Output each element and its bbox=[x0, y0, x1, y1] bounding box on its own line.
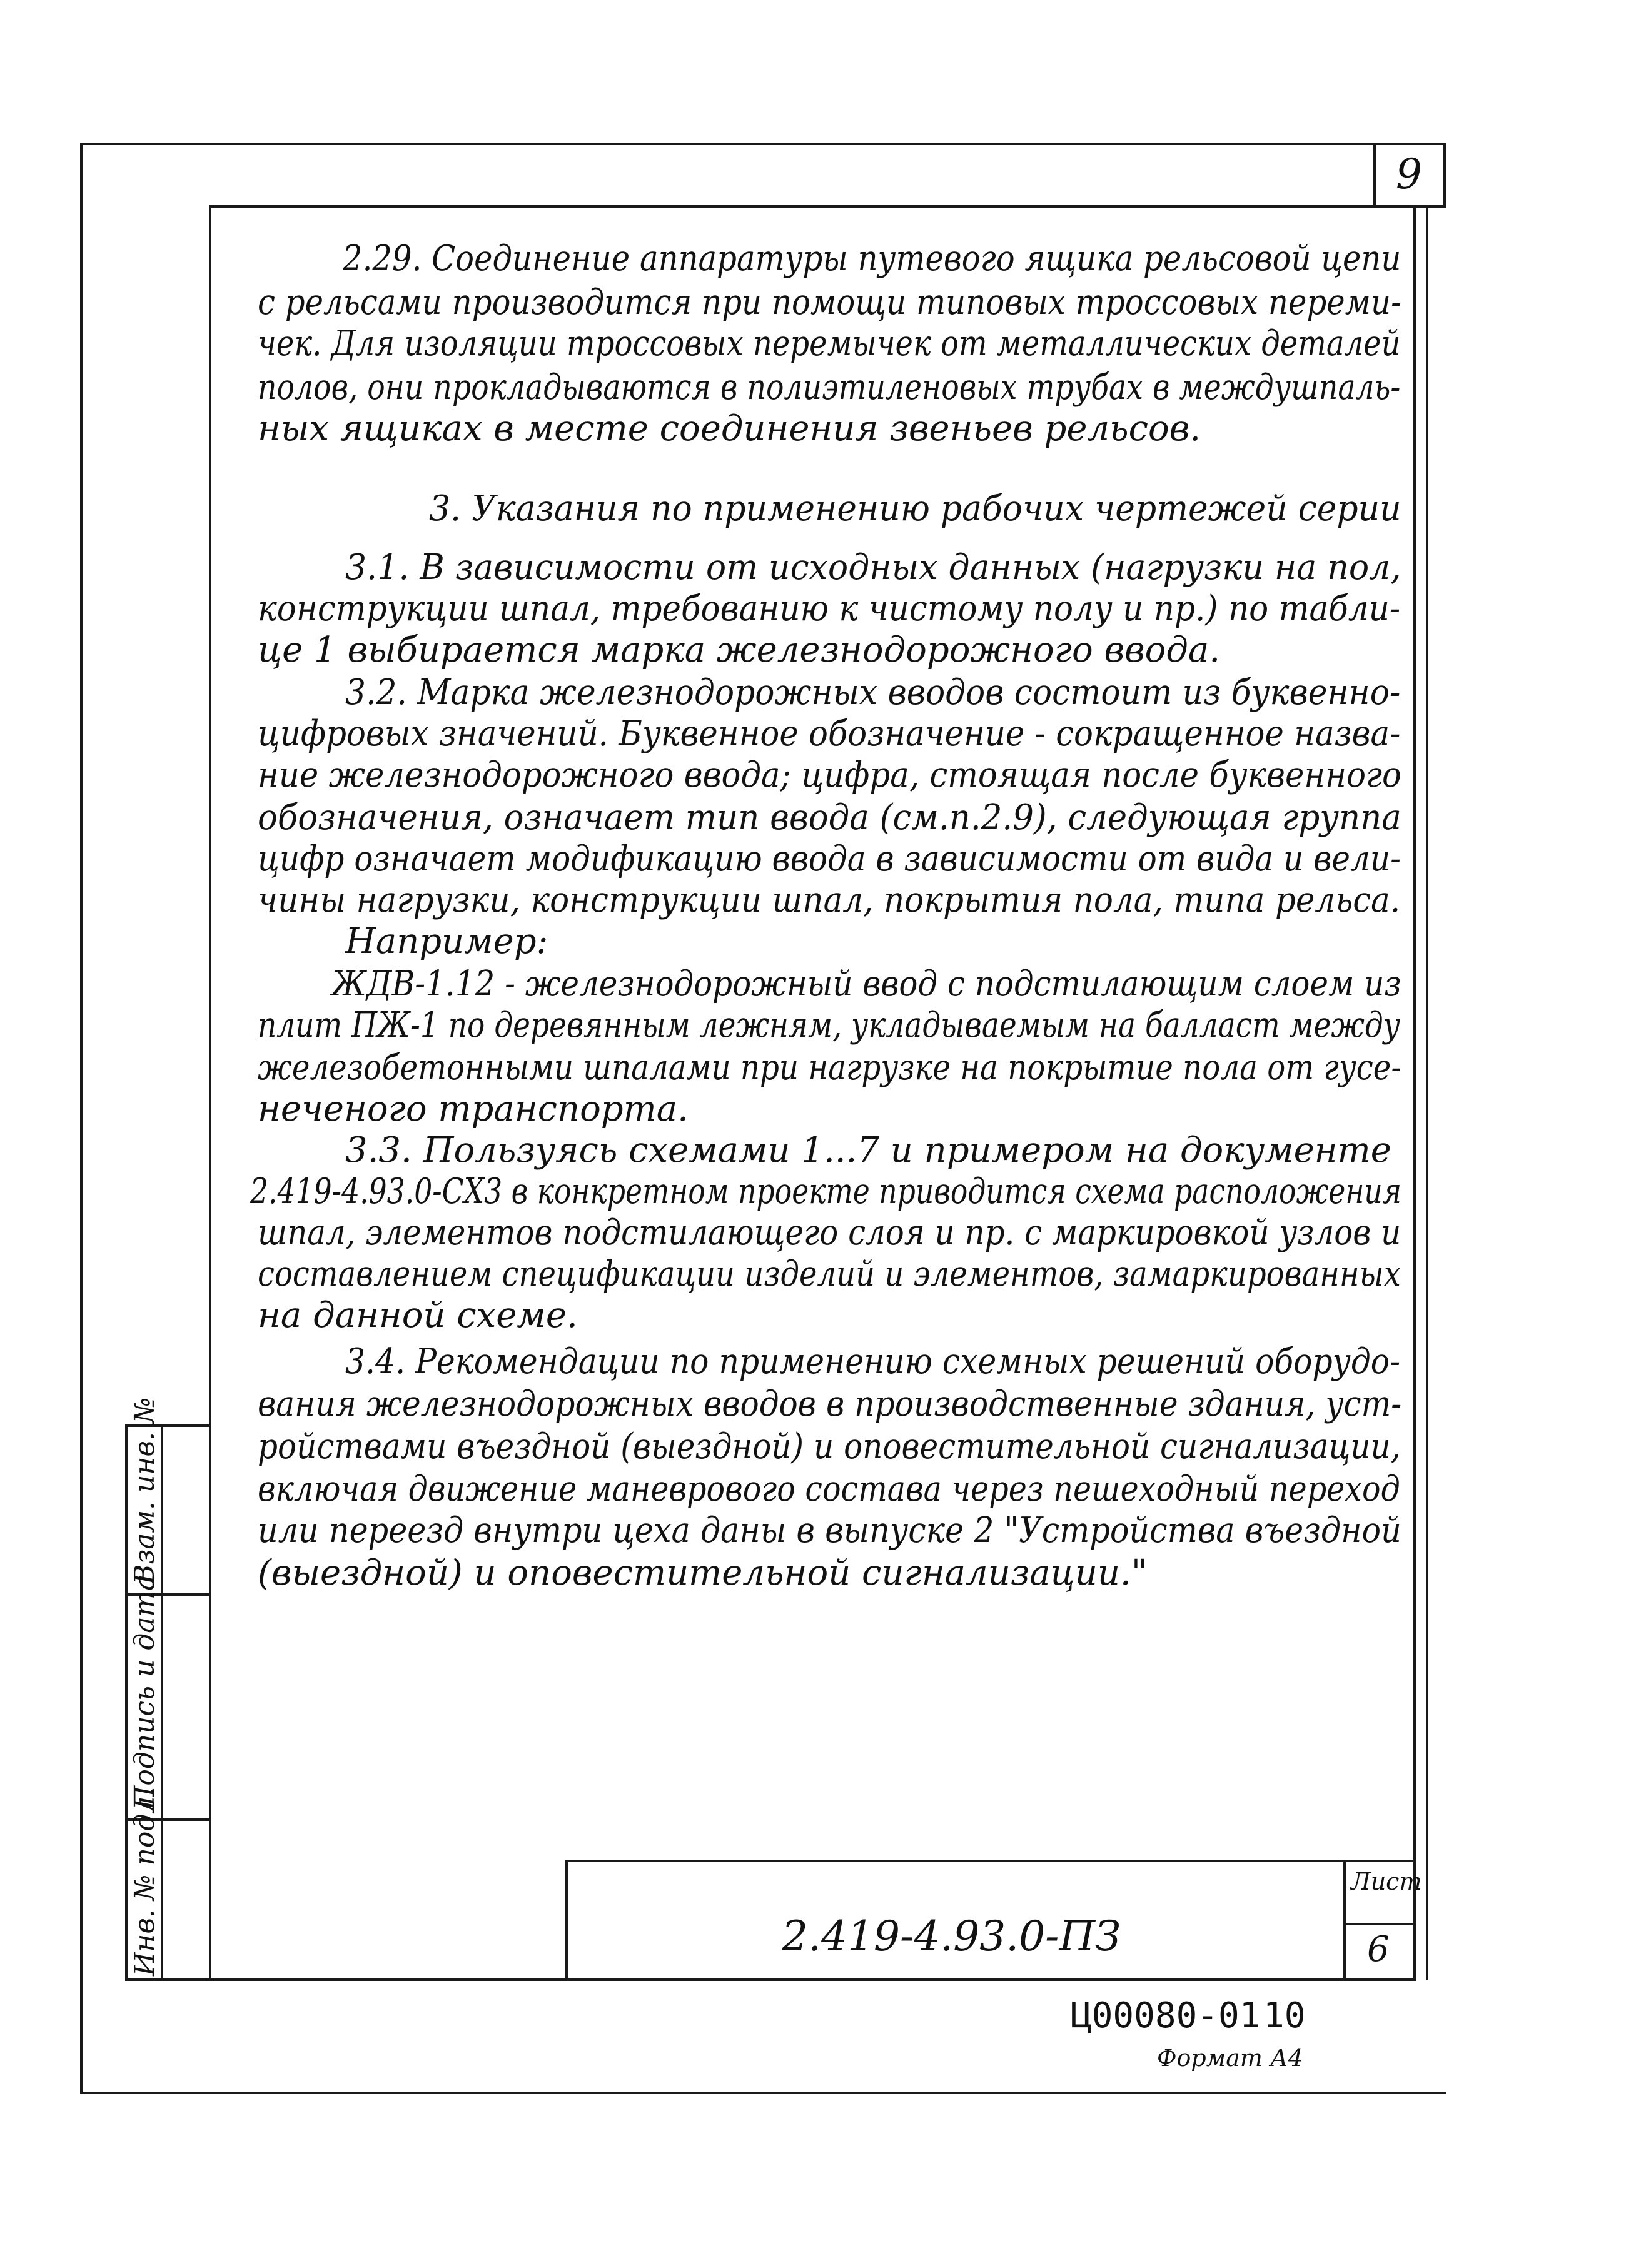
p34-line-5: (выездной) и оповестительной сигнализации." bbox=[258, 1553, 1148, 1593]
example-line-3: неченого транспорта. bbox=[258, 1089, 689, 1129]
p31-line-1: конструкции шпал, требованию к чистому полу и пр.) по табли- bbox=[258, 588, 1401, 629]
inner-frame-right-2 bbox=[1426, 205, 1428, 1980]
p229-line-3: полов, они прокладываются в полиэтиленовых трубах в междушпаль- bbox=[258, 367, 1401, 408]
p34-line-3: включая движение маневрового состава через пешеходный переход bbox=[258, 1469, 1400, 1509]
p34-line-2: ройствами въездной (выездной) и оповестительной сигнализации, bbox=[258, 1426, 1401, 1467]
p229-line-0: 2.29. Соединение аппаратуры путевого ящика рельсовой цепи bbox=[343, 238, 1401, 279]
p34-line-4: или переезд внутри цеха даны в выпуске 2 "Устройства въездной bbox=[258, 1510, 1401, 1551]
doc-code: 2.419-4.93.0-ПЗ bbox=[782, 1912, 1121, 1960]
p229-line-2: чек. Для изоляции троссовых перемычек от металлических деталей bbox=[258, 323, 1401, 364]
p33-line-4: на данной схеме. bbox=[258, 1295, 578, 1336]
archive-code: Ц00080-01 bbox=[1071, 1995, 1261, 2036]
p33-line-3: составлением спецификации изделий и элементов, замаркированных bbox=[258, 1254, 1401, 1294]
title-sheet-col bbox=[1343, 1860, 1346, 1980]
outer-frame-bottom bbox=[80, 2092, 1446, 2094]
stamp-sign-date: Подпись и дата bbox=[129, 1574, 161, 1810]
p33-line-0: 3.3. Пользуясь схемами 1...7 и примером на документе bbox=[345, 1130, 1391, 1171]
inner-frame-left bbox=[209, 205, 211, 1980]
title-sheet-div bbox=[1343, 1923, 1416, 1925]
section3-heading: 3. Указания по применению рабочих чертежей серии bbox=[429, 488, 1401, 529]
stamp-vzam-inv: Взам. инв. № bbox=[129, 1397, 161, 1585]
sheet-number: 6 bbox=[1367, 1929, 1390, 1970]
p32-line-2: ние железнодорожного ввода; цифра, стоящая после буквенного bbox=[258, 755, 1401, 795]
p229-line-1: с рельсами производится при помощи типовых троссовых переми- bbox=[258, 282, 1401, 323]
p229-line-4: ных ящиках в месте соединения звеньев рельсов. bbox=[258, 408, 1201, 449]
inner-frame-right bbox=[1413, 205, 1416, 1980]
stamp-mid-line bbox=[161, 1424, 163, 1981]
title-block-left bbox=[565, 1860, 568, 1980]
p32-line-3: обозначения, означает тип ввода (см.п.2.9), следующая группа bbox=[258, 797, 1401, 838]
format-label: Формат А4 bbox=[1157, 2044, 1303, 2072]
p33-line-2: шпал, элементов подстилающего слоя и пр. с маркировкой узлов и bbox=[258, 1212, 1401, 1253]
outer-frame-top bbox=[80, 143, 1446, 145]
p32-line-4: цифр означает модификацию ввода в зависимости от вида и вели- bbox=[258, 839, 1401, 879]
p32-line-0: 3.2. Марка железнодорожных вводов состоит из буквенно- bbox=[345, 672, 1401, 713]
p31-line-0: 3.1. В зависимости от исходных данных (нагрузки на пол, bbox=[345, 547, 1401, 588]
example-label: Например: bbox=[345, 921, 548, 962]
p31-line-2: це 1 выбирается марка железнодорожного ввода. bbox=[258, 630, 1221, 670]
example-line-1: плит ПЖ-1 по деревянным лежням, укладываемым на балласт между bbox=[258, 1005, 1401, 1046]
outer-frame-left bbox=[80, 143, 83, 2094]
p32-line-5: чины нагрузки, конструкции шпал, покрытия пола, типа рельса. bbox=[258, 880, 1401, 920]
stamp-inv-orig: Инв. № подл. bbox=[129, 1787, 161, 1976]
page-num-cell-left bbox=[1373, 143, 1376, 205]
title-block-top bbox=[565, 1860, 1416, 1862]
outer-frame-right bbox=[1443, 143, 1446, 205]
p33-line-1: 2.419-4.93.0-СХ3 в конкретном проекте приводится схема расположения bbox=[250, 1171, 1402, 1212]
sheet-label: Лист bbox=[1351, 1868, 1422, 1895]
archive-page: 10 bbox=[1263, 1995, 1306, 2036]
stamp-outer-left bbox=[125, 1424, 128, 1981]
example-line-0: ЖДВ-1.12 - железнодорожный ввод с подстилающим слоем из bbox=[331, 964, 1401, 1004]
p34-line-1: вания железнодорожных вводов в производственные здания, уст- bbox=[258, 1384, 1402, 1424]
sheet-top-number: 9 bbox=[1396, 150, 1422, 198]
inner-frame-top bbox=[209, 205, 1446, 208]
example-line-2: железобетонными шпалами при нагрузке на покрытие пола от гусе- bbox=[258, 1047, 1401, 1088]
p34-line-0: 3.4. Рекомендации по применению схемных решений оборудо- bbox=[345, 1341, 1401, 1382]
p32-line-1: цифровых значений. Буквенное обозначение - сокращенное назва- bbox=[258, 713, 1401, 754]
inner-frame-bottom bbox=[125, 1978, 1416, 1981]
